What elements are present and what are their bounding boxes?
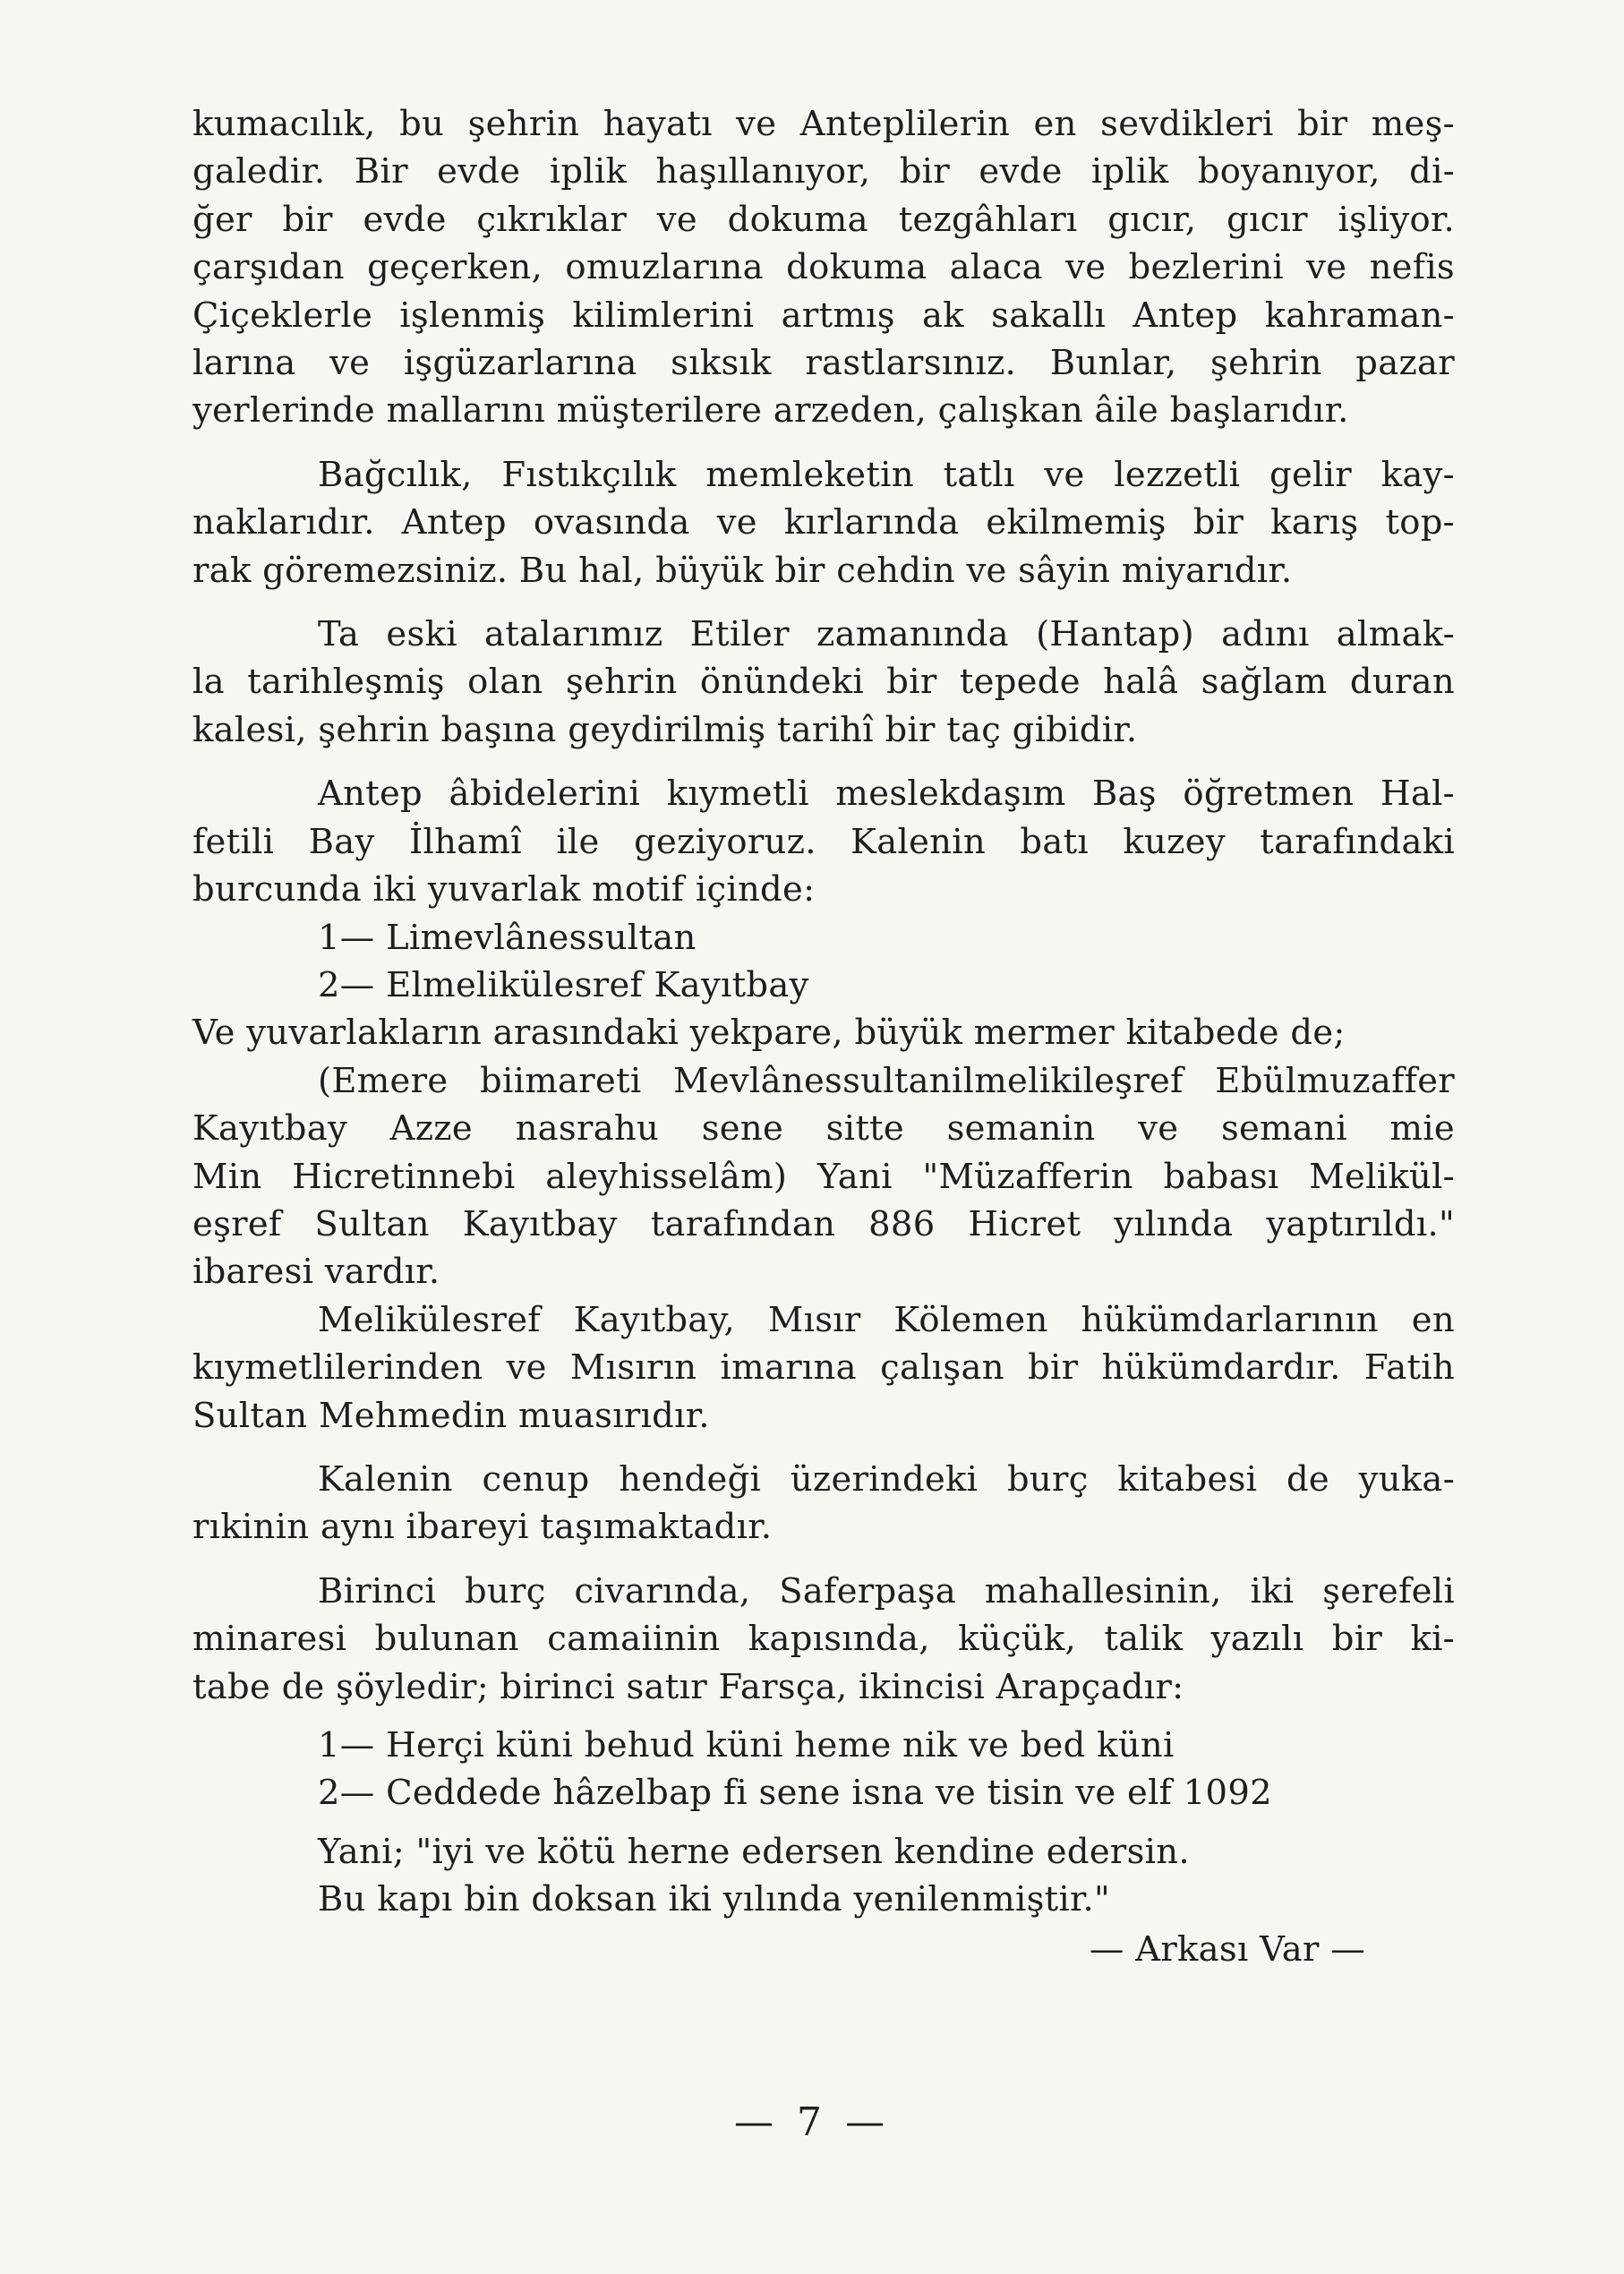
text-line: larına ve işgüzarlarına sıksık rastlarsınız. Bunlar, şehrin pazar (192, 343, 1455, 384)
text-line: naklarıdır. Antep ovasında ve kırlarında ekilmemiş bir karış top- (192, 502, 1455, 543)
paragraph-marble-inscription (192, 1009, 1455, 1056)
text-line: Bağcılık, Fıstıkçılık memleketin tatlı ve lezzetli gelir kay- (318, 454, 1455, 495)
text-line: rıkinin aynı ibareyi taşımaktadır. (192, 1507, 773, 1548)
text-line: Çiçeklerle işlenmiş kilimlerini artmış ak sakallı Antep kahraman- (192, 295, 1455, 336)
text-line: fetili Bay İlhamî ile geziyoruz. Kalenin batı kuzey tarafındaki (192, 821, 1455, 862)
inscription-text (192, 1057, 1455, 1296)
text-line: tabe de şöyledir; birinci satır Farsça, ikincisi Arapçadır: (192, 1666, 1184, 1707)
text-line: kumacılık, bu şehrin hayatı ve Anteplilerin en sevdikleri bir meş- (192, 104, 1455, 144)
paragraph-monuments (192, 770, 1455, 913)
paragraph-vineyards (192, 451, 1455, 594)
text-line: Sultan Mehmedin muasırıdır. (192, 1395, 710, 1436)
text-line: Antep âbidelerini kıymetli meslekdaşım Baş öğretmen Hal- (318, 774, 1455, 815)
text-line: rak göremezsiniz. Bu hal, büyük bir cehdin ve sâyin miyarıdır. (192, 550, 1293, 591)
text-line: Yani; "iyi ve kötü herne edersen kendine edersin. (318, 1831, 1190, 1872)
list-item: 2— Ceddede hâzelbap fi sene isna ve tisin ve elf 1092 (318, 1773, 1272, 1814)
text-line: burcunda iki yuvarlak motif içinde: (192, 869, 816, 910)
text-line: minaresi bulunan camaiinin kapısında, küçük, talik yazılı bir ki- (192, 1619, 1455, 1660)
motif-list (192, 914, 1455, 1010)
text-line: la tarihleşmiş olan şehrin önündeki bir tepede halâ sağlam duran (192, 662, 1455, 703)
list-item: 1— Limevlânessultan (318, 917, 697, 958)
text-column (192, 100, 1455, 1973)
list-item: 2— Elmelikülesref Kayıtbay (318, 964, 809, 1005)
text-line: Bu kapı bin doksan iki yılında yenilenmiştir." (318, 1879, 1111, 1920)
paragraph-mosque (192, 1568, 1455, 1711)
text-line: ğer bir evde çıkrıklar ve dokuma tezgâhları gıcır, gıcır işliyor. (192, 199, 1455, 240)
text-line: Kalenin cenup hendeği üzerindeki burç kitabesi de yuka- (318, 1458, 1455, 1500)
text-line: ibaresi vardır. (192, 1252, 440, 1293)
verse-list (192, 1722, 1455, 1817)
page-number: — 7 — (734, 2099, 890, 2145)
text-line: Min Hicretinnebi aleyhisselâm) Yani "Müzafferin babası Melikül- (192, 1156, 1455, 1197)
list-item: 1— Herçi küni behud küni heme nik ve bed küni (318, 1725, 1175, 1765)
paragraph-kayitbay (192, 1296, 1455, 1440)
text-line: Ta eski atalarımız Etiler zamanında (Hantap) adını almak- (318, 614, 1455, 655)
text-line: (Emere biimareti Mevlânessultanilmelikileşref Ebülmuzaffer (318, 1060, 1455, 1101)
text-line: galedir. Bir evde iplik haşıllanıyor, bir evde iplik boyanıyor, di- (192, 151, 1455, 192)
text-line: Ve yuvarlakların arasındaki yekpare, büyük mermer kitabede de; (192, 1013, 1346, 1054)
paragraph-weaving (192, 100, 1455, 435)
text-line: Kayıtbay Azze nasrahu sene sitte semanin ve semani mie (192, 1108, 1455, 1150)
text-line: yerlerinde mallarını müşterilere arzeden, çalışkan âile başlarıdır. (192, 390, 1349, 432)
text-line: kıymetlilerinden ve Mısırın imarına çalışan bir hükümdardır. Fatih (192, 1347, 1455, 1389)
text-line: Melikülesref Kayıtbay, Mısır Kölemen hükümdarlarının en (318, 1299, 1455, 1340)
paragraph-south-tower (192, 1456, 1455, 1552)
text-line: eşref Sultan Kayıtbay tarafından 886 Hicret yılında yaptırıldı." (192, 1203, 1455, 1244)
text-line: kalesi, şehrin başına geydirilmiş tarihî bir taç gibidir. (192, 709, 1138, 750)
text-line: Birinci burç civarında, Saferpaşa mahallesinin, iki şerefeli (318, 1570, 1455, 1611)
text-line: çarşıdan geçerken, omuzlarına dokuma alaca ve bezlerini ve nefis (192, 247, 1455, 288)
continued-note: — Arkası Var — (1089, 1928, 1365, 1970)
paragraph-hittites (192, 611, 1455, 754)
closing-lines (192, 1828, 1455, 1924)
